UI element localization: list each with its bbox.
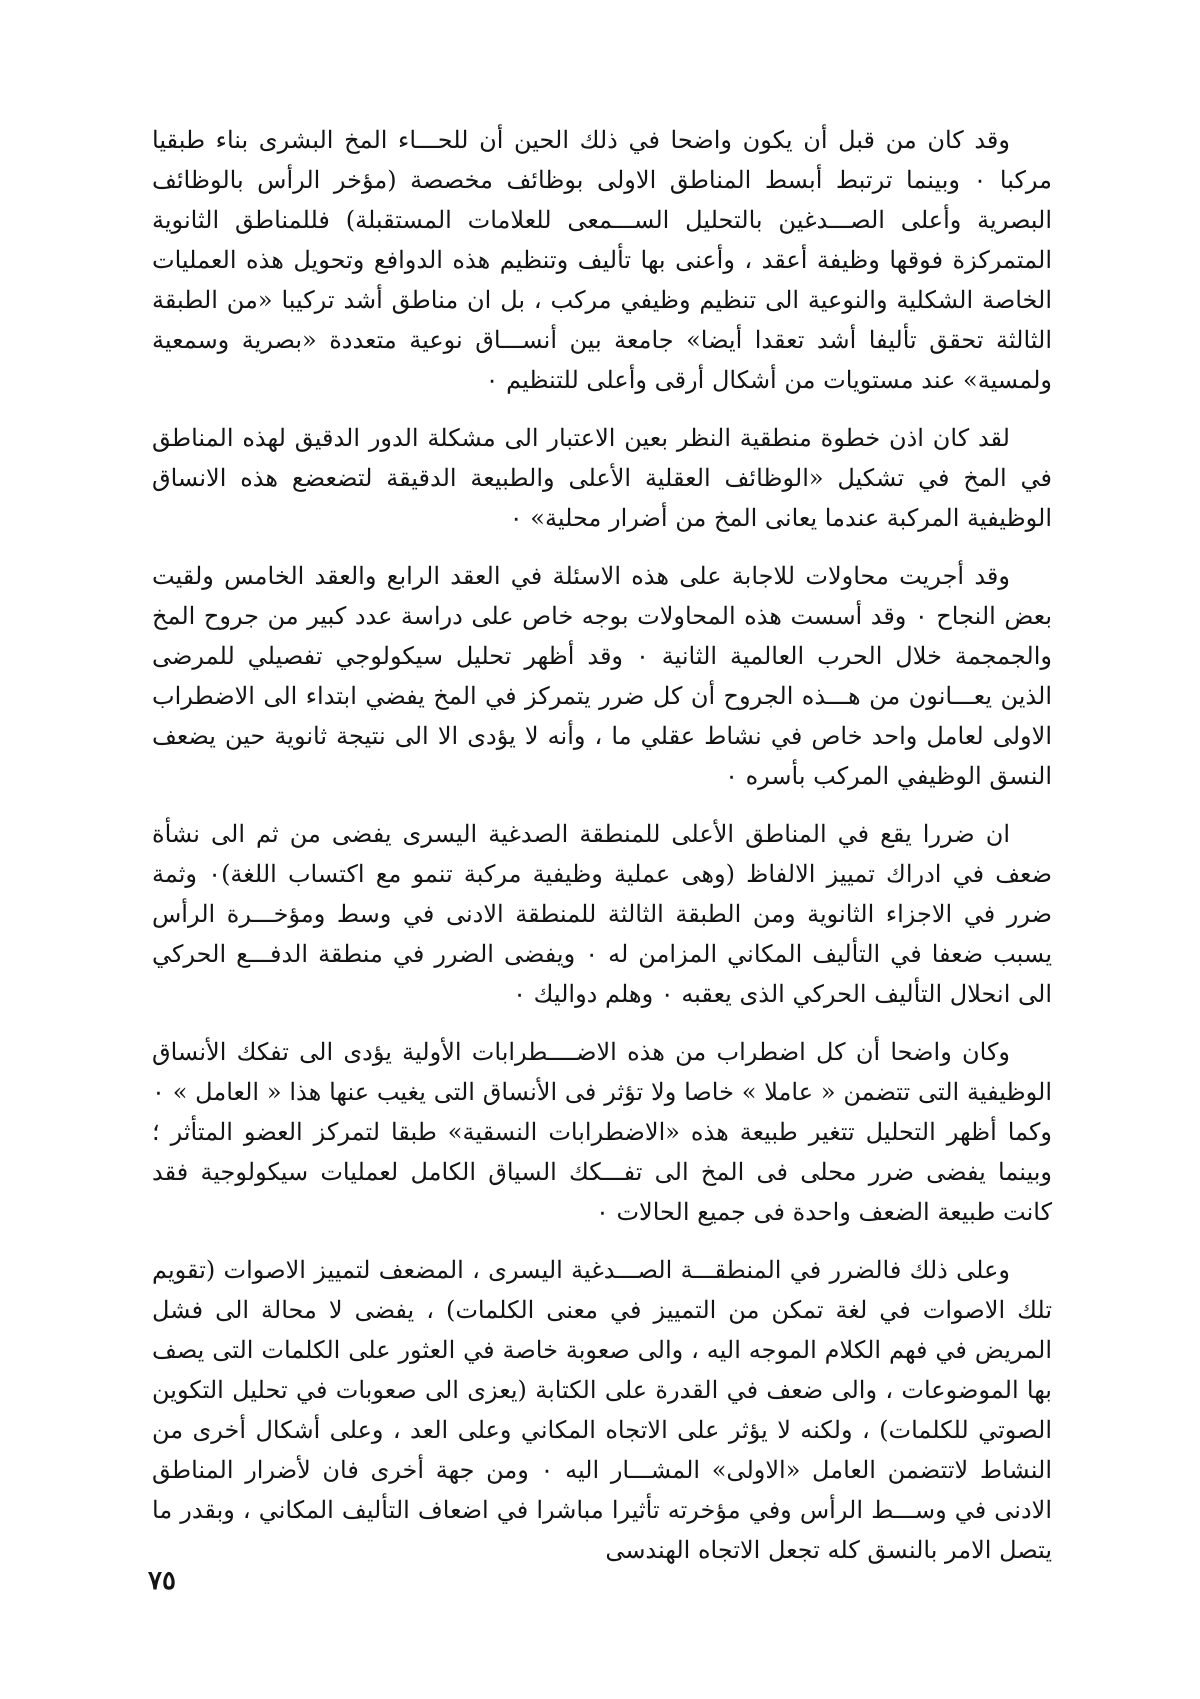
paragraph-5: وكان واضحا أن كل اضطراب من هذه الاضــــطرابات الأولية يؤدى الى تفكك الأنساق الوظيفية التى تتضمن « عاملا » خاصا ولا تؤثر فى الأنساق التى يغيب عنها هذا « العامل » ٠ وكما أظهر التحليل تتغير طبيعة هذه «الاضطرابات النسقية» طبقا لتمركز العضو المتأثر ؛ وبينما يفضى ضرر محلى فى المخ الى تفـــكك السياق الكامل لعمليات سيكولوجية فقد كانت طبيعة الضعف واحدة فى جميع الحالات ٠: [152, 1038, 1052, 1226]
paragraph-1: وقد كان من قبل أن يكون واضحا في ذلك الحين أن للحـــاء المخ البشرى بناء طبقيا مركبا ٠ وبينما ترتبط أبسط المناطق الاولى بوظائف مخصصة (مؤخر الرأس بالوظائف البصرية وأعلى الصـــدغين بالتحليل الســـمعى للعلامات المستقبلة) فللمناطق الثانوية المتمركزة فوقها وظيفة أعقد ، وأعنى بها تأليف وتنظيم هذه الدوافع وتحويل هذه العمليات الخاصة الشكلية والنوعية الى تنظيم وظيفي مركب ، بل ان مناطق أشد تركيبا «من الطبقة الثالثة تحقق تأليفا أشد تعقدا أيضا» جامعة بين أنســـاق نوعية متعددة «بصرية وسمعية ولمسية» عند مستويات من أشكال أرقى وأعلى للتنظيم ٠: [152, 126, 1052, 394]
paragraph-2: لقد كان اذن خطوة منطقية النظر بعين الاعتبار الى مشكلة الدور الدقيق لهذه المناطق في المخ في تشكيل «الوظائف العقلية الأعلى والطبيعة الدقيقة لتضعضع هذه الانساق الوظيفية المركبة عندما يعانى المخ من أضرار محلية» ٠: [152, 424, 1052, 532]
paragraph-3: وقد أجريت محاولات للاجابة على هذه الاسئلة في العقد الرابع والعقد الخامس ولقيت بعض النجاح ٠ وقد أسست هذه المحاولات بوجه خاص على دراسة عدد كبير من جروح المخ والجمجمة خلال الحرب العالمية الثانية ٠ وقد أظهر تحليل سيكولوجي تفصيلي للمرضى الذين يعـــانون من هـــذه الجروح أن كل ضرر يتمركز في المخ يفضي ابتداء الى الاضطراب الاولى لعامل واحد خاص في نشاط عقلي ما ، وأنه لا يؤدى الا الى نتيجة ثانوية حين يضعف النسق الوظيفي المركب بأسره ٠: [152, 562, 1052, 790]
page-number: ٧٥: [148, 1566, 176, 1596]
document-body: [152, 120, 1052, 1588]
paragraph-6: وعلى ذلك فالضرر في المنطقـــة الصـــدغية اليسرى ، المضعف لتمييز الاصوات (تقويم تلك الاصوات في لغة تمكن من التمييز في معنى الكلمات) ، يفضى لا محالة الى فشل المريض في فهم الكلام الموجه اليه ، والى صعوبة خاصة في العثور على الكلمات التى يصف بها الموضوعات ، والى ضعف في القدرة على الكتابة (يعزى الى صعوبات في تحليل التكوين الصوتي للكلمات) ، ولكنه لا يؤثر على الاتجاه المكاني وعلى العد ، وعلى أشكال أخرى من النشاط لاتتضمن العامل «الاولى» المشـــار اليه ٠ ومن جهة أخرى فان لأضرار المناطق الادنى في وســـط الرأس وفي مؤخرته تأثيرا مباشرا في اضعاف التأليف المكاني ، وبقدر ما يتصل الامر بالنسق كله تجعل الاتجاه الهندسى: [152, 1256, 1052, 1564]
paragraph-4: ان ضررا يقع في المناطق الأعلى للمنطقة الصدغية اليسرى يفضى من ثم الى نشأة ضعف في ادراك تمييز الالفاظ (وهى عملية وظيفية مركبة تنمو مع اكتساب اللغة)٠ وثمة ضرر في الاجزاء الثانوية ومن الطبقة الثالثة للمنطقة الادنى في وسط ومؤخـــرة الرأس يسبب ضعفا في التأليف المكاني المزامن له ٠ ويفضى الضرر في منطقة الدفـــع الحركي الى انحلال التأليف الحركي الذى يعقبه ٠ وهلم دواليك ٠: [152, 820, 1053, 1008]
